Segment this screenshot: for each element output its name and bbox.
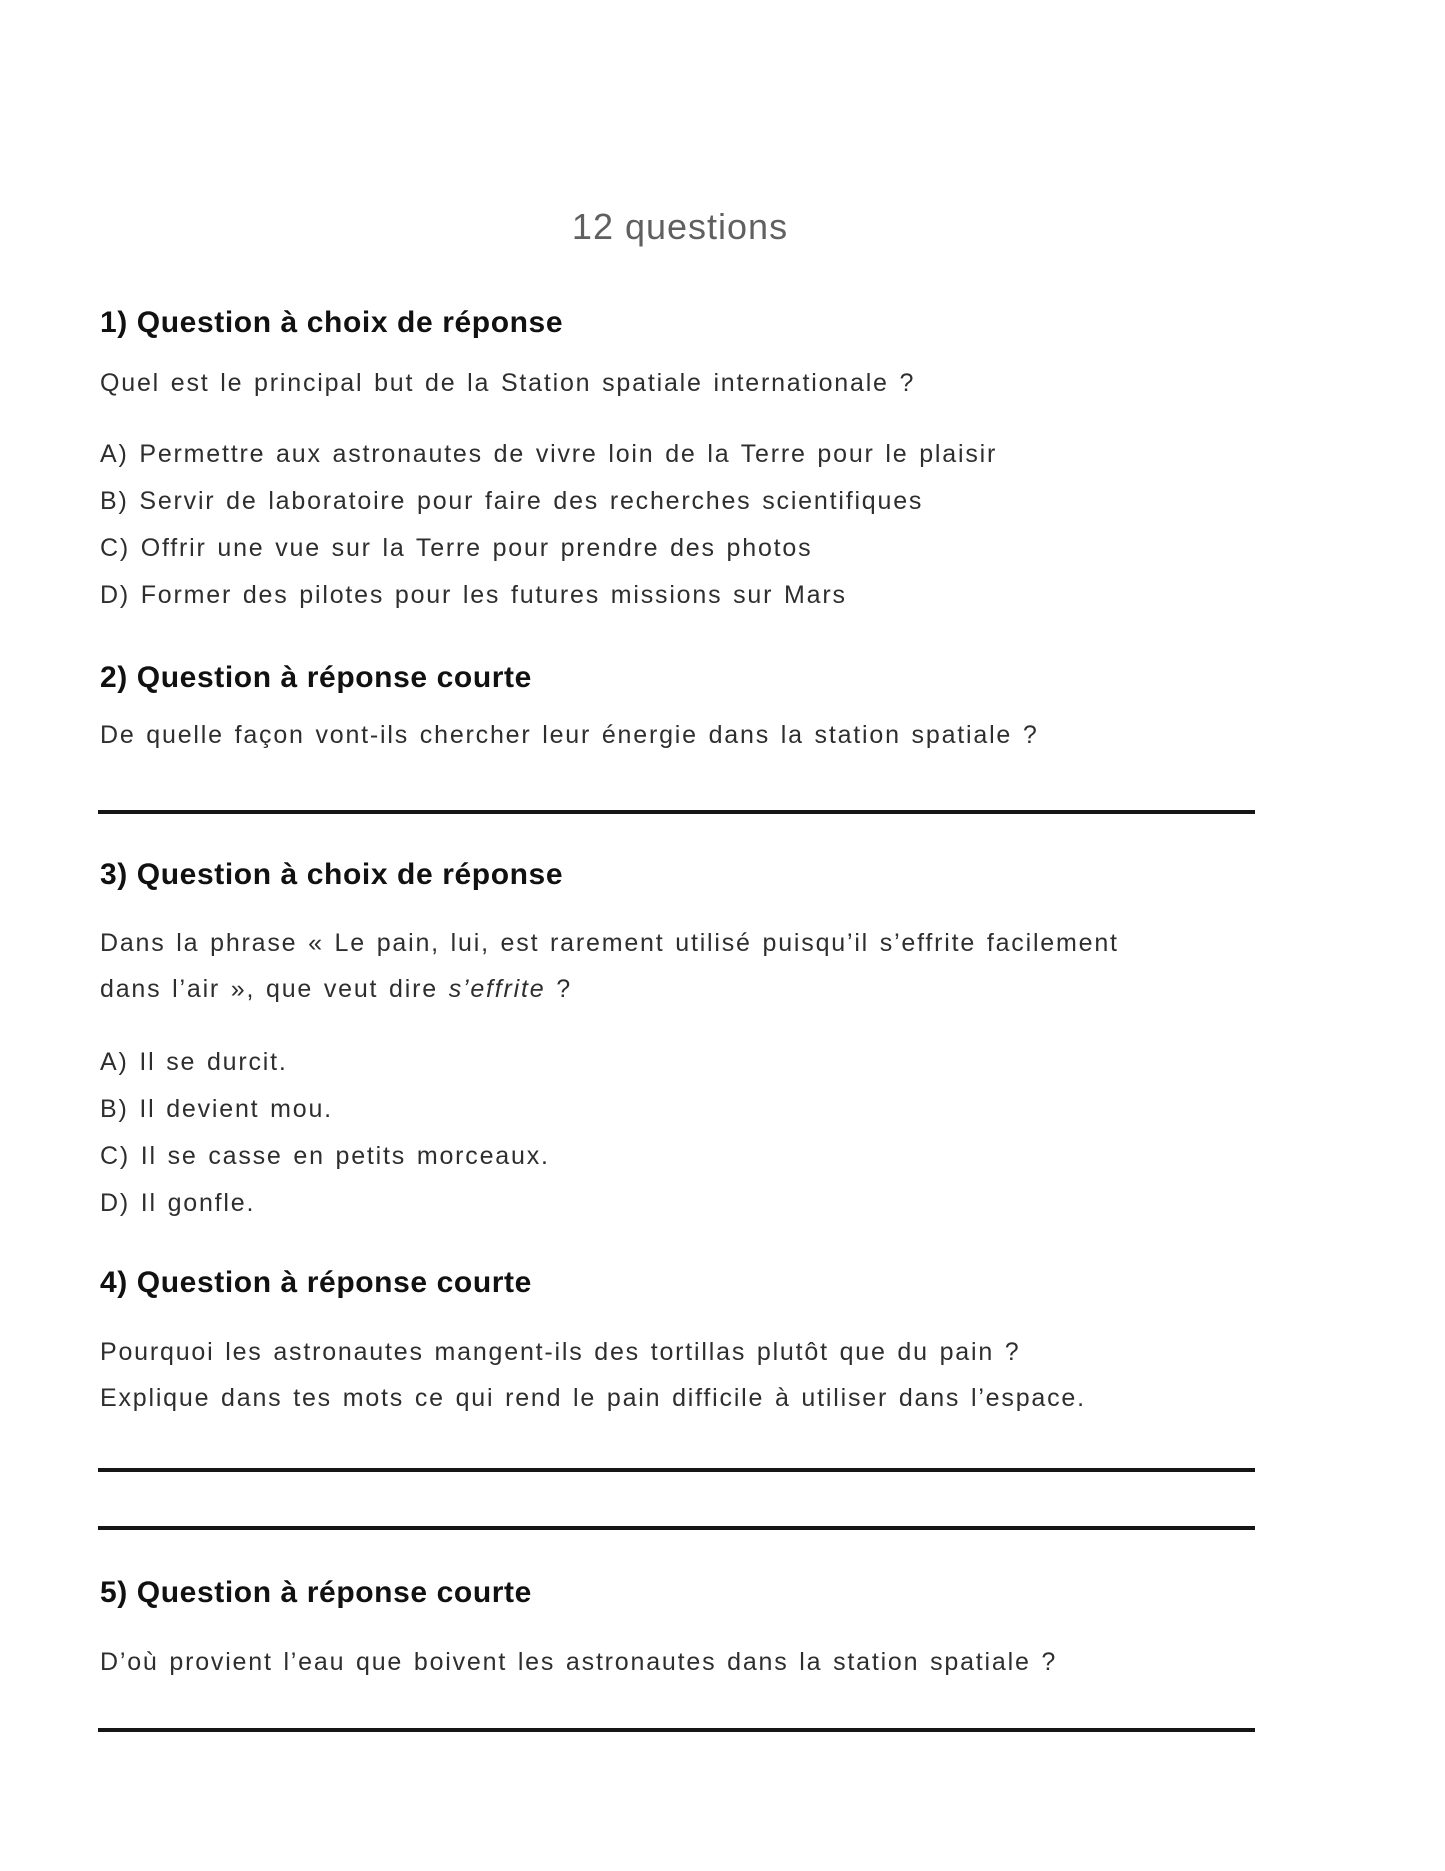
answer-blank-line [98,810,1255,814]
question-4-heading: 4) Question à réponse courte [100,1266,532,1299]
question-3-prompt-line-1: Dans la phrase « Le pain, lui, est rarement utilisé puisqu’il s’effrite facilement [100,929,1119,957]
question-1-option-c: C) Offrir une vue sur la Terre pour prendre des photos [100,534,813,562]
question-3-prompt [100,920,1300,1012]
italic-term: s’effrite [448,975,546,1003]
question-3-option-c: C) Il se casse en petits morceaux. [100,1142,550,1170]
question-5-prompt: D’où provient l’eau que boivent les astronautes dans la station spatiale ? [100,1648,1058,1676]
question-3-options [100,1039,1300,1227]
answer-blank-line [98,1468,1255,1472]
question-3-heading: 3) Question à choix de réponse [100,858,564,891]
answer-blank-line [98,1728,1255,1732]
question-4-prompt-line-2: Explique dans tes mots ce qui rend le pain difficile à utiliser dans l’espace. [100,1384,1086,1412]
question-1-heading: 1) Question à choix de réponse [100,306,564,339]
question-3-option-d: D) Il gonfle. [100,1189,256,1217]
question-1-option-b: B) Servir de laboratoire pour faire des recherches scientifiques [100,487,924,515]
question-4-prompt [100,1329,1300,1421]
question-4-prompt-line-1: Pourquoi les astronautes mangent-ils des tortillas plutôt que du pain ? [100,1338,1021,1366]
question-1-option-a: A) Permettre aux astronautes de vivre loin de la Terre pour le plaisir [100,440,998,468]
document-content [100,0,1260,1871]
question-3-option-a: A) Il se durcit. [100,1048,288,1076]
question-1-prompt: Quel est le principal but de la Station spatiale internationale ? [100,369,916,397]
answer-blank-line [98,1526,1255,1530]
document-title: 12 questions [571,206,789,247]
question-5-heading: 5) Question à réponse courte [100,1576,532,1609]
question-1-option-d: D) Former des pilotes pour les futures missions sur Mars [100,581,847,609]
question-3-option-b: B) Il devient mou. [100,1095,333,1123]
question-2-heading: 2) Question à réponse courte [100,661,532,694]
question-1-options [100,431,1300,619]
question-3-prompt-line-2: dans l’air », que veut dire s’effrite ? [100,975,572,1003]
question-2-prompt: De quelle façon vont-ils chercher leur énergie dans la station spatiale ? [100,721,1039,749]
